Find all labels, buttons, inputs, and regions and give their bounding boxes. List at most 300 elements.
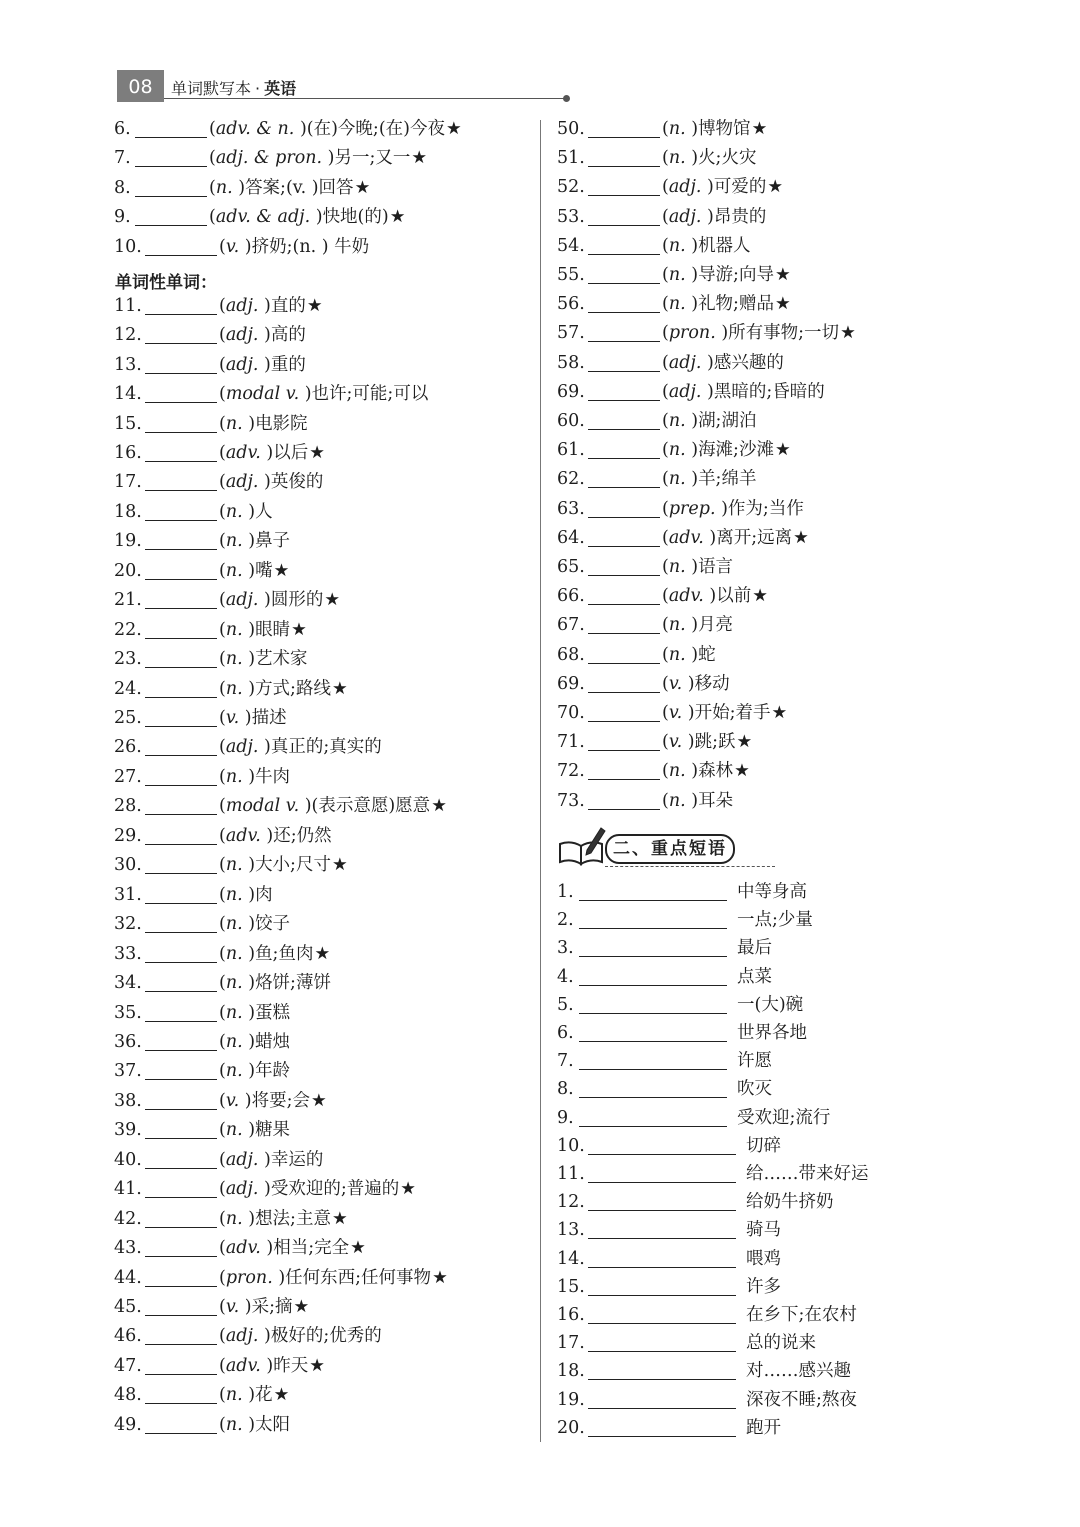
part-of-speech: v. — [225, 1090, 240, 1111]
item-number: 14. — [557, 1248, 585, 1269]
item-number: 6. — [557, 1023, 574, 1043]
meaning-text: 方式;路线 — [255, 678, 331, 699]
meaning-text: 描述 — [251, 708, 287, 728]
item-number: 2. — [557, 910, 574, 931]
item-number: 35. — [114, 1002, 142, 1023]
part-of-speech: n. — [668, 761, 686, 782]
answer-blank[interactable] — [145, 343, 217, 344]
item-number: 13. — [114, 354, 142, 375]
answer-blank[interactable] — [588, 312, 660, 313]
meaning-text: 答案;(v. )回答 — [245, 177, 354, 198]
answer-blank[interactable] — [145, 1138, 217, 1139]
part-of-speech: modal v. — [225, 384, 300, 405]
word-definition: (n. )鼻子 — [219, 531, 291, 552]
answer-blank[interactable] — [145, 461, 217, 462]
item-number: 32. — [114, 914, 142, 935]
item-number: 4. — [557, 966, 574, 987]
word-definition: (adj. & pron. )另一;又一★ — [209, 148, 428, 169]
answer-blank[interactable] — [588, 487, 660, 488]
meaning-text: 肉 — [255, 884, 273, 905]
word-definition: (pron. )所有事物;一切★ — [662, 323, 856, 344]
star-icon: ★ — [445, 119, 462, 139]
item-number: 44. — [114, 1267, 142, 1288]
answer-blank[interactable] — [588, 254, 660, 255]
answer-blank[interactable] — [588, 633, 660, 634]
word-definition: (n. )年龄 — [219, 1061, 291, 1082]
answer-blank[interactable] — [145, 402, 217, 403]
item-number: 73. — [557, 790, 585, 811]
answer-blank[interactable] — [145, 490, 217, 491]
star-icon: ★ — [350, 1238, 366, 1259]
part-of-speech: adj. & pron. — [215, 148, 323, 169]
meaning-text: 蛋糕 — [255, 1002, 291, 1023]
part-of-speech: n. — [225, 560, 243, 581]
answer-blank[interactable] — [145, 991, 217, 992]
answer-blank[interactable] — [145, 844, 217, 845]
part-of-speech: n. — [225, 1061, 243, 1082]
word-definition: (adj. )黑暗的;昏暗的 — [662, 381, 825, 402]
answer-blank[interactable] — [145, 932, 217, 933]
answer-blank[interactable] — [145, 1021, 217, 1022]
answer-blank[interactable] — [145, 520, 217, 521]
part-of-speech: adv. — [668, 527, 704, 548]
word-definition: (n. )礼物;赠品★ — [662, 294, 791, 315]
item-number: 38. — [114, 1090, 142, 1111]
phrase-meaning: 总的说来 — [746, 1333, 816, 1354]
answer-blank[interactable] — [588, 546, 660, 547]
meaning-text: 任何东西;任何事物 — [285, 1267, 432, 1288]
item-number: 8. — [557, 1079, 574, 1100]
item-number: 36. — [114, 1031, 142, 1052]
phrase-meaning: 最后 — [737, 938, 772, 959]
answer-blank[interactable] — [145, 726, 217, 727]
part-of-speech: n. — [225, 531, 243, 552]
meaning-text: 圆形的 — [270, 590, 324, 611]
answer-blank[interactable] — [145, 1050, 217, 1051]
meaning-text: 耳朵 — [698, 790, 734, 811]
word-definition: (n. )肉 — [219, 884, 273, 905]
word-definition: (n. )蛇 — [662, 644, 716, 665]
answer-blank[interactable] — [145, 1197, 217, 1198]
item-number: 33. — [114, 943, 142, 964]
part-of-speech: adj. — [225, 590, 259, 611]
answer-blank[interactable] — [588, 341, 660, 342]
answer-blank[interactable] — [588, 575, 660, 576]
item-number: 12. — [114, 325, 142, 346]
word-definition: (v. )移动 — [662, 673, 730, 694]
word-definition: (n. )饺子 — [219, 914, 291, 935]
item-number: 34. — [114, 973, 142, 994]
item-number: 24. — [114, 678, 142, 699]
answer-blank[interactable] — [145, 873, 217, 874]
answer-blank[interactable] — [145, 255, 217, 256]
meaning-text: 机器人 — [698, 235, 751, 256]
star-icon: ★ — [767, 177, 784, 198]
title-separator: · — [255, 79, 261, 98]
answer-blank[interactable] — [145, 432, 217, 433]
answer-blank[interactable] — [579, 985, 727, 986]
meaning-text: 移动 — [694, 673, 730, 694]
answer-blank[interactable] — [145, 1374, 217, 1375]
answer-blank[interactable] — [588, 779, 660, 780]
answer-blank[interactable] — [588, 721, 660, 722]
meaning-text: 礼物;赠品 — [698, 294, 774, 315]
star-icon: ★ — [389, 207, 406, 228]
item-number: 23. — [114, 649, 142, 670]
answer-blank[interactable] — [588, 663, 660, 664]
part-of-speech: v. — [668, 703, 683, 723]
part-of-speech: n. — [225, 973, 243, 994]
answer-blank[interactable] — [145, 667, 217, 668]
answer-blank[interactable] — [579, 1013, 727, 1014]
part-of-speech: n. — [225, 678, 243, 699]
item-number: 43. — [114, 1238, 142, 1259]
meaning-text: 所有事物;一切 — [728, 323, 840, 344]
item-number: 41. — [114, 1179, 142, 1200]
word-definition: (adj. )高的 — [219, 325, 306, 346]
meaning-text: 快地(的) — [322, 207, 389, 228]
word-definition: (n. )想法;主意★ — [219, 1208, 348, 1229]
answer-blank[interactable] — [588, 1295, 736, 1296]
answer-blank[interactable] — [588, 1408, 736, 1409]
word-definition: (n. )海滩;沙滩★ — [662, 440, 791, 461]
answer-blank[interactable] — [588, 400, 660, 401]
answer-blank[interactable] — [588, 1154, 736, 1155]
item-number: 20. — [114, 560, 142, 581]
meaning-text: 极好的;优秀的 — [270, 1326, 382, 1347]
phrase-meaning: 许多 — [746, 1276, 781, 1297]
phrases-heading — [557, 822, 772, 868]
star-icon: ★ — [331, 678, 348, 699]
part-of-speech: n. — [225, 1385, 243, 1406]
answer-blank[interactable] — [588, 429, 660, 430]
phrase-meaning: 一点;少量 — [737, 910, 813, 931]
item-number: 26. — [114, 737, 142, 758]
part-of-speech: adv. — [668, 586, 704, 607]
header-title — [171, 76, 296, 99]
answer-blank[interactable] — [135, 225, 207, 226]
meaning-text: 以前 — [716, 586, 752, 607]
word-definition: (v. )描述 — [219, 708, 287, 728]
item-number: 1. — [557, 882, 574, 902]
answer-blank[interactable] — [588, 604, 660, 605]
answer-blank[interactable] — [145, 1403, 217, 1404]
meaning-text: 重的 — [270, 354, 306, 375]
meaning-text: 烙饼;薄饼 — [255, 973, 331, 994]
star-icon: ★ — [774, 440, 791, 461]
answer-blank[interactable] — [145, 697, 217, 698]
star-icon: ★ — [311, 1090, 327, 1111]
meaning-text: 牛肉 — [255, 766, 291, 787]
item-number: 62. — [557, 469, 585, 490]
phrase-meaning: 点菜 — [737, 966, 772, 987]
part-of-speech: v. — [225, 236, 240, 257]
meaning-text: 糖果 — [255, 1120, 291, 1141]
meaning-text: 花 — [255, 1385, 273, 1406]
item-number: 13. — [557, 1220, 585, 1241]
part-of-speech: n. — [668, 469, 686, 490]
meaning-text: 电影院 — [255, 413, 308, 434]
answer-blank[interactable] — [145, 1344, 217, 1345]
part-of-speech: n. — [225, 649, 243, 670]
part-of-speech: n. — [225, 1208, 243, 1229]
answer-blank[interactable] — [588, 137, 660, 138]
meaning-text: 太阳 — [255, 1414, 291, 1435]
star-icon: ★ — [771, 703, 788, 723]
item-number: 29. — [114, 825, 142, 846]
column-divider — [540, 120, 541, 1442]
word-definition: (n. )方式;路线★ — [219, 678, 348, 699]
word-definition: (modal v. )(表示意愿)愿意★ — [219, 796, 447, 817]
answer-blank[interactable] — [145, 1315, 217, 1316]
answer-blank[interactable] — [135, 166, 207, 167]
item-number: 47. — [114, 1355, 142, 1376]
star-icon: ★ — [306, 295, 323, 316]
answer-blank[interactable] — [145, 785, 217, 786]
item-number: 19. — [114, 531, 142, 552]
part-of-speech: n. — [225, 413, 243, 434]
item-number: 64. — [557, 527, 585, 548]
part-of-speech: v. — [225, 708, 240, 728]
word-definition: (v. )开始;着手★ — [662, 703, 788, 723]
meaning-text: 艺术家 — [255, 649, 308, 670]
answer-blank[interactable] — [588, 1351, 736, 1352]
star-icon: ★ — [273, 560, 290, 581]
word-definition: (n. )烙饼;薄饼 — [219, 973, 331, 994]
item-number: 71. — [557, 732, 585, 753]
meaning-text: 也许;可能;可以 — [311, 384, 429, 405]
answer-blank[interactable] — [145, 903, 217, 904]
item-number: 8. — [114, 177, 131, 198]
part-of-speech: n. — [668, 235, 686, 256]
meaning-text: 羊;绵羊 — [698, 469, 757, 490]
part-of-speech: n. — [225, 1031, 243, 1052]
word-definition: (adj. )感兴趣的 — [662, 352, 784, 373]
item-number: 10. — [557, 1135, 585, 1156]
part-of-speech: n. — [668, 790, 686, 811]
word-definition: (n. )艺术家 — [219, 649, 308, 670]
answer-blank[interactable] — [588, 283, 660, 284]
answer-blank[interactable] — [579, 928, 727, 929]
meaning-text: 作为;当作 — [727, 498, 804, 519]
item-number: 51. — [557, 148, 585, 169]
answer-blank[interactable] — [145, 579, 217, 580]
answer-blank[interactable] — [588, 1267, 736, 1268]
answer-blank[interactable] — [145, 1433, 217, 1434]
item-number: 67. — [557, 615, 585, 636]
part-of-speech: adv. — [225, 1355, 261, 1376]
item-number: 17. — [557, 1333, 585, 1354]
word-definition: (v. )采;摘★ — [219, 1297, 310, 1317]
heading-dashed-line — [605, 866, 775, 867]
answer-blank[interactable] — [135, 196, 207, 197]
part-of-speech: adj. — [225, 1149, 259, 1170]
part-of-speech: n. — [668, 119, 686, 139]
star-icon: ★ — [273, 1385, 290, 1406]
answer-blank[interactable] — [145, 755, 217, 756]
answer-blank[interactable] — [588, 809, 660, 810]
star-icon: ★ — [411, 148, 428, 169]
answer-blank[interactable] — [588, 371, 660, 372]
answer-blank[interactable] — [588, 195, 660, 196]
part-of-speech: n. — [668, 440, 686, 461]
part-of-speech: adj. — [225, 325, 259, 346]
item-number: 56. — [557, 294, 585, 315]
item-number: 3. — [557, 938, 574, 959]
star-icon: ★ — [309, 1355, 325, 1376]
part-of-speech: adj. — [225, 472, 259, 493]
part-of-speech: n. — [668, 557, 686, 577]
answer-blank[interactable] — [579, 956, 727, 957]
item-number: 70. — [557, 703, 585, 723]
word-definition: (n. )牛肉 — [219, 766, 291, 787]
meaning-text: 导游;向导 — [698, 265, 774, 285]
word-definition: (adv. & n. )(在)今晚;(在)今夜★ — [209, 119, 462, 139]
item-number: 45. — [114, 1297, 142, 1317]
meaning-text: 另一;又一 — [334, 148, 411, 169]
answer-blank[interactable] — [579, 1126, 727, 1127]
meaning-text: 博物馆 — [698, 119, 751, 139]
item-number: 54. — [557, 235, 585, 256]
phrase-meaning: 骑马 — [746, 1220, 781, 1241]
answer-blank[interactable] — [588, 166, 660, 167]
meaning-text: 大小;尺寸 — [255, 855, 331, 876]
part-of-speech: pron. — [225, 1267, 273, 1288]
answer-blank[interactable] — [145, 373, 217, 374]
phrase-meaning: 给奶牛挤奶 — [746, 1192, 834, 1213]
part-of-speech: adj. — [225, 737, 259, 758]
meaning-text: 相当;完全 — [273, 1238, 350, 1259]
answer-blank[interactable] — [588, 1379, 736, 1380]
meaning-text: 感兴趣的 — [713, 352, 784, 373]
answer-blank[interactable] — [145, 1168, 217, 1169]
meaning-text: 湖;湖泊 — [698, 411, 757, 431]
meaning-text: 挤奶;(n. ) 牛奶 — [251, 236, 370, 257]
star-icon: ★ — [400, 1179, 416, 1200]
book-title: 单词默写本 — [171, 79, 252, 98]
item-number: 7. — [557, 1051, 574, 1072]
word-definition: (n. )火;火灾 — [662, 148, 757, 169]
answer-blank[interactable] — [579, 1097, 727, 1098]
answer-blank[interactable] — [145, 1227, 217, 1228]
answer-blank[interactable] — [588, 1182, 736, 1183]
answer-blank[interactable] — [145, 814, 217, 815]
phrase-meaning: 中等身高 — [737, 882, 807, 902]
part-of-speech: modal v. — [225, 796, 300, 817]
answer-blank[interactable] — [588, 225, 660, 226]
meaning-text: 语言 — [698, 557, 734, 577]
part-of-speech: n. — [668, 294, 686, 315]
phrases-title: 二、重点短语 — [605, 834, 735, 864]
answer-blank[interactable] — [588, 1436, 736, 1437]
part-of-speech: v. — [225, 1297, 240, 1317]
item-number: 15. — [114, 413, 142, 434]
word-definition: (n. )耳朵 — [662, 790, 734, 811]
item-number: 50. — [557, 119, 585, 139]
item-number: 19. — [557, 1389, 585, 1410]
item-number: 16. — [114, 442, 142, 463]
part-of-speech: adv. — [225, 1238, 261, 1259]
star-icon: ★ — [324, 590, 341, 611]
answer-blank[interactable] — [588, 1323, 736, 1324]
word-definition: (n. )机器人 — [662, 235, 751, 256]
word-definition: (adv. )以后★ — [219, 442, 325, 463]
meaning-text: 以后 — [273, 442, 309, 463]
answer-blank[interactable] — [579, 1041, 727, 1042]
meaning-text: 英俊的 — [270, 472, 324, 493]
star-icon: ★ — [774, 294, 791, 315]
word-definition: (adj. )圆形的★ — [219, 590, 341, 611]
answer-blank[interactable] — [579, 1069, 727, 1070]
star-icon: ★ — [291, 619, 307, 640]
answer-blank[interactable] — [135, 137, 207, 138]
part-of-speech: adj. — [225, 1179, 259, 1200]
word-definition: (adj. )英俊的 — [219, 472, 324, 493]
part-of-speech: n. — [225, 501, 243, 522]
phrase-meaning: 给……带来好运 — [746, 1164, 869, 1184]
meaning-text: 高的 — [270, 325, 306, 346]
answer-blank[interactable] — [588, 1210, 736, 1211]
part-of-speech: n. — [225, 1002, 243, 1023]
item-number: 49. — [114, 1414, 142, 1435]
answer-blank[interactable] — [145, 1079, 217, 1080]
word-definition: (n. )鱼;鱼肉★ — [219, 943, 331, 964]
part-of-speech: adj. — [668, 352, 702, 373]
part-of-speech: adj. — [225, 1326, 259, 1347]
meaning-text: 饺子 — [255, 914, 291, 935]
phrase-meaning: 对……感兴趣 — [746, 1361, 851, 1382]
word-definition: (v. )跳;跃★ — [662, 732, 753, 753]
item-number: 10. — [114, 236, 142, 257]
word-definition: (prep. )作为;当作 — [662, 498, 804, 519]
word-definition: (adv. )离开;远离★ — [662, 527, 809, 548]
answer-blank[interactable] — [579, 900, 727, 901]
part-of-speech: n. — [225, 619, 243, 640]
subject-label: 英语 — [264, 79, 297, 98]
answer-blank[interactable] — [588, 692, 660, 693]
answer-blank[interactable] — [588, 1238, 736, 1239]
item-number: 17. — [114, 472, 142, 493]
answer-blank[interactable] — [145, 608, 217, 609]
meaning-text: 鼻子 — [255, 531, 291, 552]
item-number: 7. — [114, 148, 131, 169]
meaning-text: 昨天 — [273, 1355, 309, 1376]
answer-blank[interactable] — [588, 517, 660, 518]
star-icon: ★ — [314, 943, 331, 964]
part-of-speech: n. — [668, 644, 686, 665]
meaning-text: 想法;主意 — [255, 1208, 331, 1229]
answer-blank[interactable] — [145, 962, 217, 963]
meaning-text: 海滩;沙滩 — [698, 440, 774, 461]
answer-blank[interactable] — [145, 314, 217, 315]
answer-blank[interactable] — [145, 549, 217, 550]
word-definition: (adv. )以前★ — [662, 586, 768, 607]
answer-blank[interactable] — [588, 458, 660, 459]
answer-blank[interactable] — [145, 638, 217, 639]
phrase-meaning: 深夜不睡;熬夜 — [746, 1389, 857, 1410]
item-number: 37. — [114, 1061, 142, 1082]
item-number: 14. — [114, 384, 142, 405]
part-of-speech: adj. — [668, 206, 702, 227]
answer-blank[interactable] — [588, 750, 660, 751]
answer-blank[interactable] — [145, 1109, 217, 1110]
answer-blank[interactable] — [145, 1256, 217, 1257]
answer-blank[interactable] — [145, 1286, 217, 1287]
star-icon: ★ — [734, 761, 750, 782]
meaning-text: 蛇 — [698, 644, 716, 665]
word-definition: (adj. )重的 — [219, 354, 306, 375]
part-of-speech: adv. — [225, 825, 261, 846]
